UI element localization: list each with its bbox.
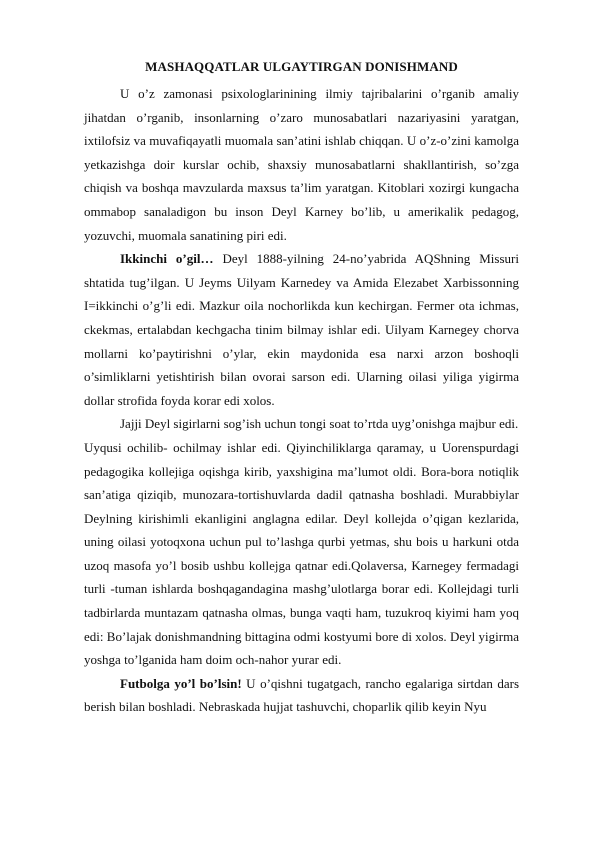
paragraph-early-morning xyxy=(84,412,519,436)
document-page xyxy=(84,58,519,719)
paragraph-football xyxy=(84,672,519,719)
paragraph-text: Deyl 1888-yilning 24-no’yabrida AQShning Missuri shtatida tug’ilgan. U Jeyms Uilyam Karnedey va Amida Elezabet Xarbissonning I=ikkinchi o’g’li edi. Mazkur oila nochorlikda kun kechirgan. Fermer ota ichmas, ckekmas, ertalabdan kechgacha tinim bilmay ishlar edi. Uilyam Karnegey chorva mollarni ko’paytirishni o’ylar, ekin maydonida esa narxi arzon boshoqli o’simliklarni yetishtirish bilan ovorai sarson edi. Ularning oilasi yiliga yigirma dollar strofida foyda korar edi xolos. xyxy=(84,251,519,408)
document-title: MASHAQQATLAR ULGAYTIRGAN DONISHMAND xyxy=(145,59,458,74)
paragraph-lead-heading: Ikkinchi o’gil… xyxy=(120,251,214,267)
paragraph-text: Uyqusi ochilib- ochilmay ishlar edi. Qiyinchiliklarga qaramay, u Uorenspurdagi pedagogika kollejiga oqishga kirib, yaxshigina ma’lumot oldi. Bora-bora notiqlik san’atiga qiziqib, munozara-tortishuvlarda dadil qatnasha boshladi. Murabbiylar Deylning kirishimli ekanligini anglagna edilar. Deyl kollejda o’qigan kezlarida, uning oilasi yotoqxona uchun pul to’lashga qurbi yetmas, shu bois u harkuni otda uzoq masofa yo’l bosib ushbu kollejga qatnar edi.Qolaversa, Karnegey fermadagi turli -tuman ishlarda boshqagandagina mashg’ulotlarga borar edi. Kollejdagi turli tadbirlarda muntazam qatnasha olmas, bunga vaqti ham, tuzukroq kiyimi ham yoq edi: Bo’lajak donishmandning bittagina odmi kostyumi bore di xolos. Deyl yigirma yoshga to’lganida ham doim och-nahor yurar edi. xyxy=(84,439,519,668)
paragraph-intro xyxy=(84,82,519,247)
paragraph-college xyxy=(84,436,519,672)
paragraph-text: U o’qishni tugatgach, rancho egalariga sirtdan dars berish bilan boshladi. Nebraskada hujjat tashuvchi, choparlik qilib keyin Nyu xyxy=(84,675,520,715)
paragraph-second-son xyxy=(84,247,519,412)
paragraph-text: Jajji Deyl sigirlarni sog’ish uchun tongi soat to’rtda uyg’onishga majbur edi. xyxy=(120,416,519,432)
paragraph-text: U o’z zamonasi psixologlarinining ilmiy tajribalarini o’rganib amaliy jihatdan o’rganib, insonlarning o’zaro munosabatlari nazariyasini yaratgan, ixtilofsiz va muvafiqayatli muomala san’atini ishlab chiqqan. U o’z-o’zini kamolga yetkazishga doir kurslar ochib, shaxsiy munosabatlarni shakllantirish, so’zga chiqish va boshqa mavzularda maxsus ta’lim yaratgan. Kitoblari xozirgi kungacha ommabop sanaladigon bu inson Deyl Karney bo’lib, u amerikalik pedagog, yozuvchi, muomala sanatining piri edi. xyxy=(84,86,519,243)
paragraph-lead-heading: Futbolga yo’l bo’lsin! xyxy=(120,675,242,691)
